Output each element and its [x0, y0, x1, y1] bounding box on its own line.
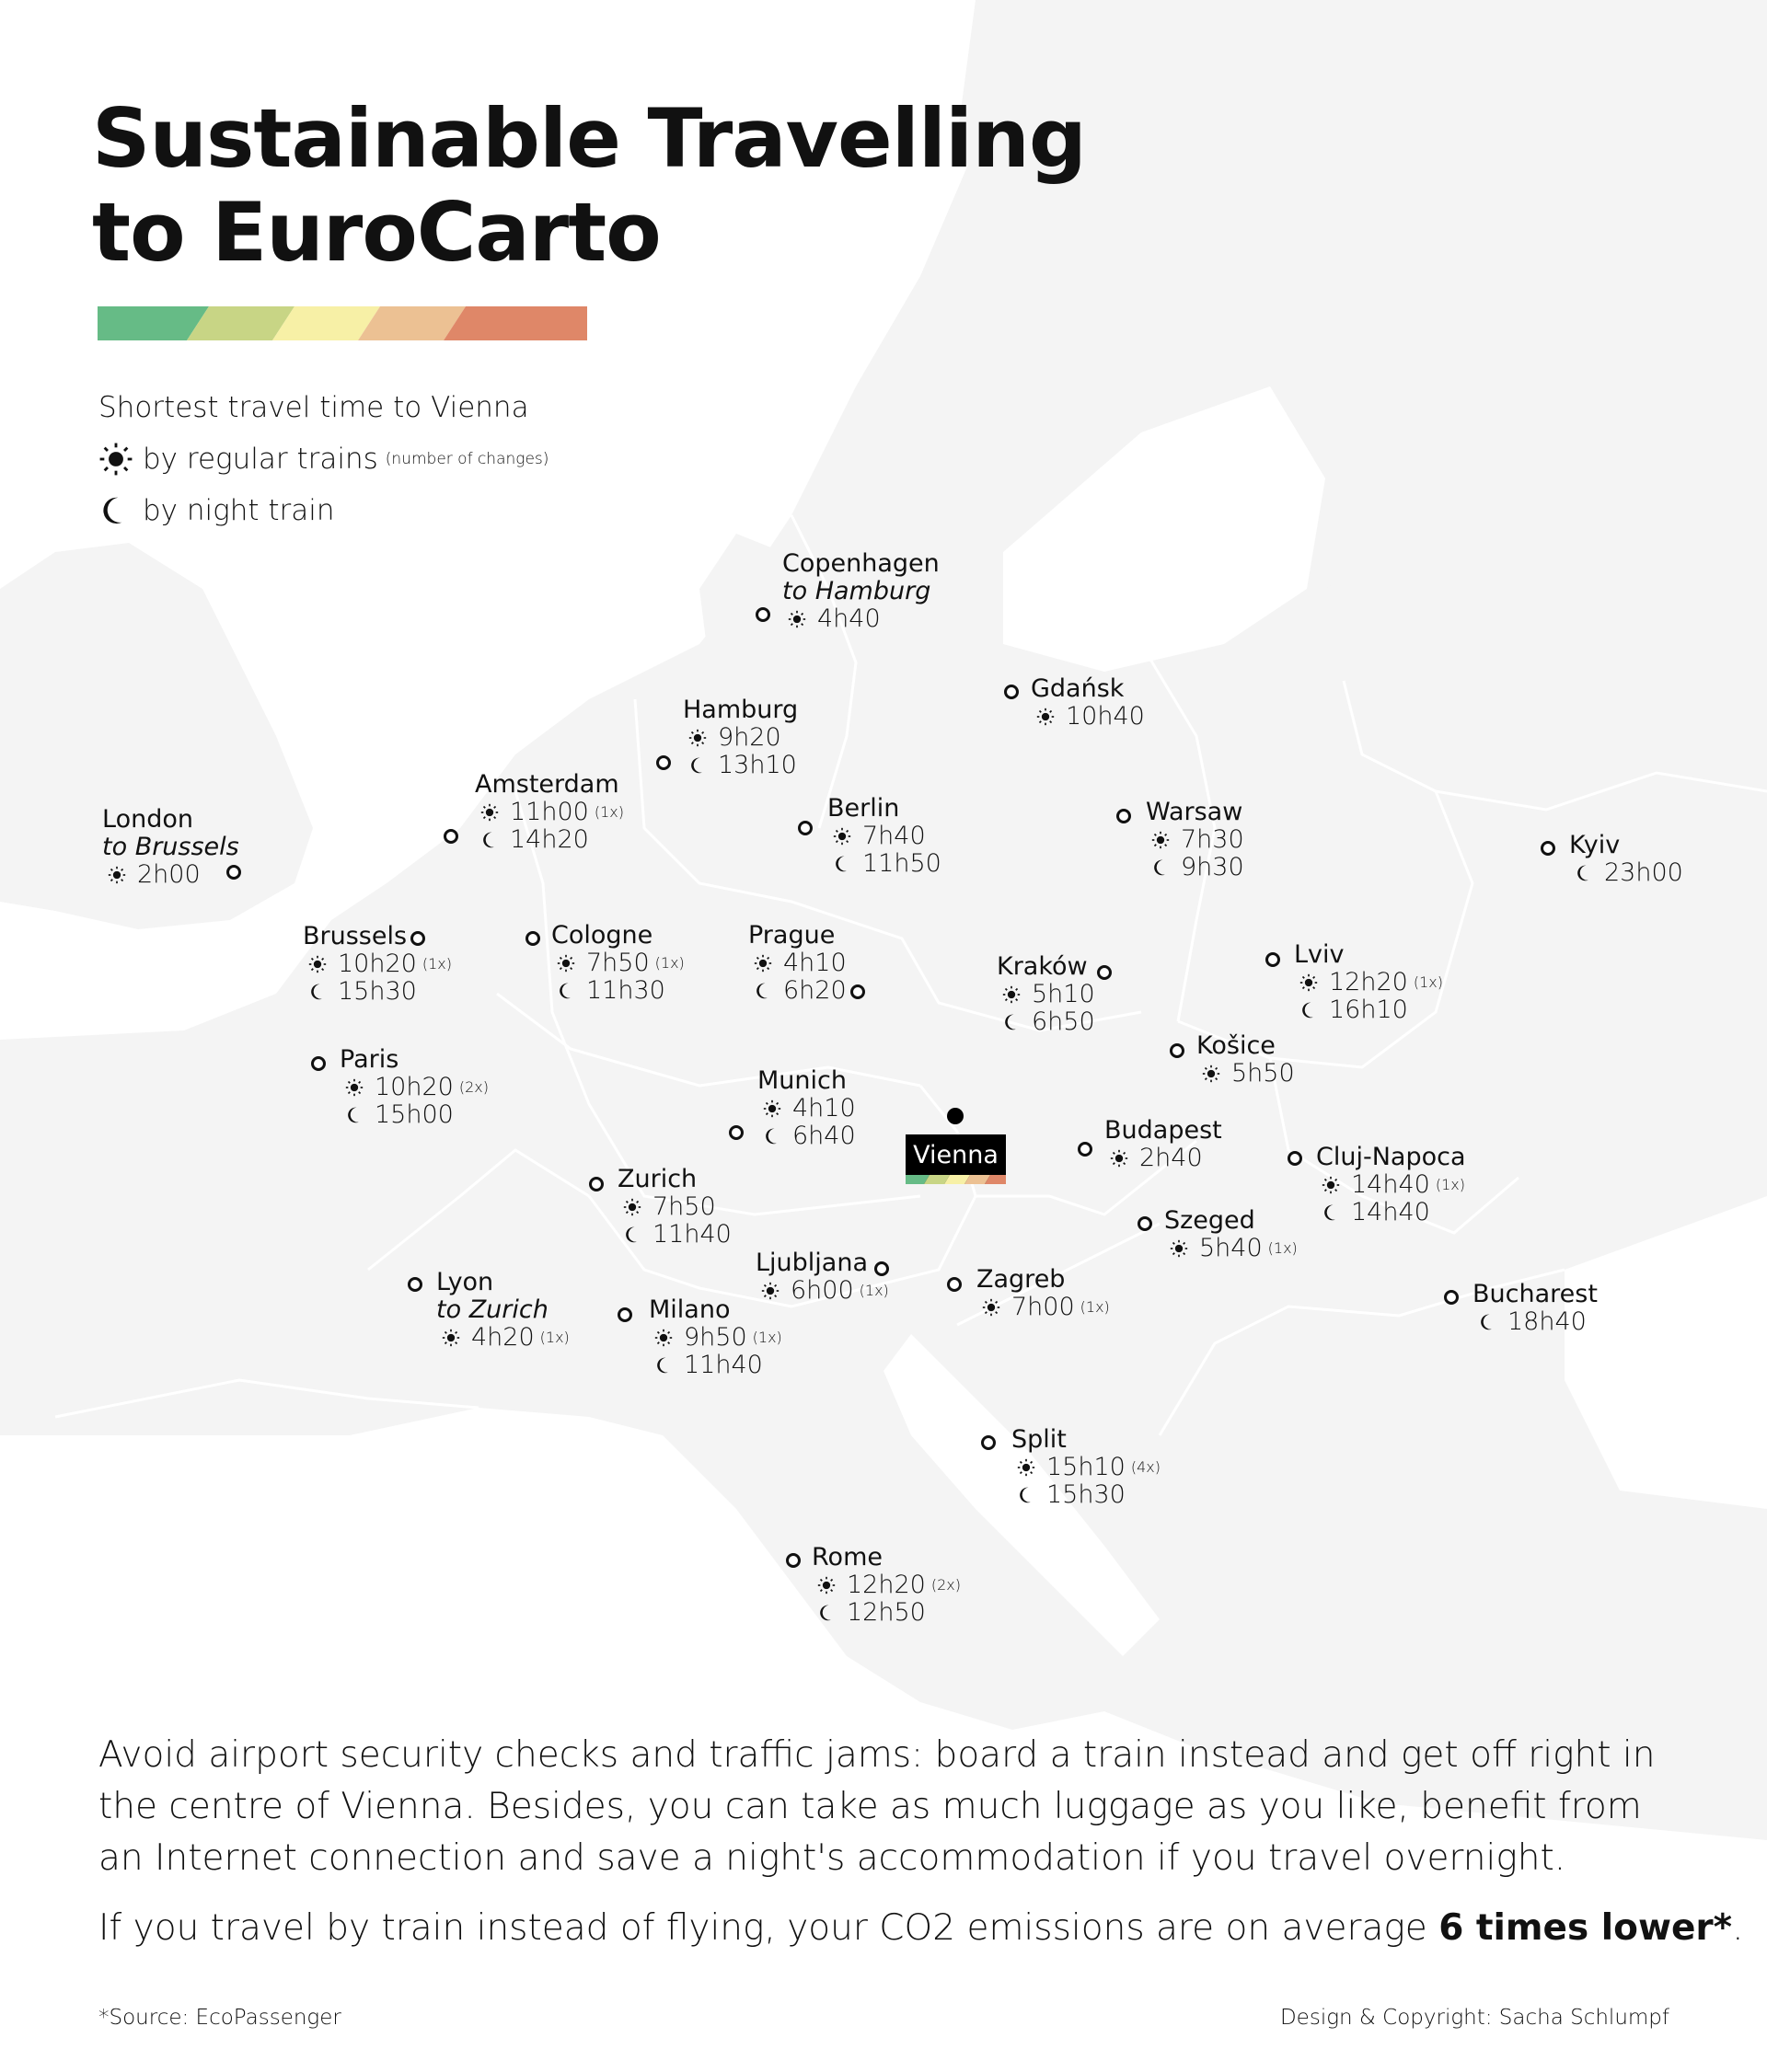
city-marker — [756, 607, 770, 622]
page-title — [92, 92, 1086, 280]
regular-train-time — [480, 799, 624, 826]
regular-train-time — [1151, 826, 1244, 854]
city-name: Copenhagen — [782, 549, 940, 578]
city-marker — [1288, 1151, 1302, 1166]
city-label — [1472, 1281, 1598, 1336]
legend-night-text: by night train — [143, 494, 335, 527]
moon-icon — [98, 495, 143, 526]
night-time: 9h30 — [1181, 853, 1244, 881]
city-name: Cluj-Napoca — [1316, 1143, 1466, 1171]
city-name: Paris — [340, 1045, 399, 1074]
legend — [98, 382, 549, 536]
night-time: 11h30 — [586, 976, 665, 1005]
sun-icon — [108, 866, 126, 884]
sun-icon — [442, 1329, 460, 1347]
city-marker — [618, 1307, 632, 1322]
sun-icon — [817, 1576, 836, 1594]
city-marker — [729, 1125, 744, 1140]
night-train-time — [623, 1221, 732, 1249]
sun-icon — [763, 1099, 781, 1118]
day-time: 9h50 — [684, 1323, 747, 1352]
sun-icon — [688, 729, 707, 747]
city-name: Kyiv — [1569, 831, 1621, 859]
day-time: 12h20 — [847, 1571, 926, 1599]
changes-count: (1x) — [859, 1282, 889, 1299]
day-time: 10h20 — [375, 1073, 454, 1101]
night-time: 16h10 — [1329, 996, 1408, 1024]
sun-icon — [557, 954, 575, 973]
city-label — [649, 1296, 782, 1379]
day-time: 5h10 — [1032, 980, 1095, 1008]
day-time: 6h00 — [791, 1276, 854, 1305]
day-time: 2h00 — [137, 860, 201, 889]
sun-icon — [1170, 1239, 1188, 1258]
city-marker — [786, 1553, 801, 1568]
moon-icon — [817, 1604, 836, 1622]
night-train-time — [1575, 859, 1683, 887]
night-train-time — [688, 752, 798, 779]
night-train-time — [817, 1599, 961, 1627]
night-train-time — [1299, 996, 1443, 1024]
city-marker — [1116, 809, 1131, 823]
city-label — [1104, 1117, 1222, 1172]
city-label — [303, 923, 452, 1006]
moon-icon — [308, 983, 327, 1001]
moon-icon — [480, 831, 499, 849]
regular-train-time — [108, 861, 239, 889]
city-label — [551, 922, 685, 1005]
city-name: Ljubljana — [756, 1249, 869, 1277]
day-time: 10h20 — [338, 950, 417, 978]
city-label — [1196, 1032, 1295, 1088]
day-time: 9h20 — [718, 723, 781, 752]
credit: Design & Copyright: Sacha Schlumpf — [1279, 2006, 1669, 2030]
moon-icon — [763, 1127, 781, 1145]
city-name: Munich — [757, 1066, 847, 1095]
city-label — [1011, 1426, 1161, 1509]
night-time: 15h30 — [338, 977, 417, 1006]
city-name: London — [102, 805, 193, 834]
city-name: Košice — [1196, 1031, 1276, 1060]
moon-icon — [1002, 1013, 1021, 1031]
day-time: 4h10 — [792, 1094, 856, 1122]
city-name: Bucharest — [1472, 1280, 1598, 1308]
vienna-label — [906, 1134, 1006, 1184]
city-name: Zagreb — [976, 1265, 1066, 1294]
city-label — [757, 1067, 856, 1150]
night-time: 11h40 — [684, 1351, 763, 1379]
regular-train-time — [982, 1294, 1110, 1321]
regular-train-time — [623, 1193, 732, 1221]
changes-count: (1x) — [1267, 1239, 1298, 1257]
night-time: 6h50 — [1032, 1007, 1095, 1036]
title-line-1: Sustainable Travelling — [92, 91, 1086, 186]
moon-icon — [654, 1356, 673, 1375]
moon-icon — [1017, 1486, 1035, 1504]
city-marker — [311, 1056, 326, 1071]
sun-icon — [1151, 831, 1170, 849]
regular-train-time — [1110, 1145, 1222, 1172]
moon-icon — [557, 982, 575, 1000]
sun-icon — [654, 1329, 673, 1347]
sun-icon — [754, 954, 772, 973]
night-train-time — [654, 1352, 782, 1379]
city-route-note: to Hamburg — [782, 577, 931, 605]
day-time: 12h20 — [1329, 968, 1408, 996]
day-time: 5h50 — [1231, 1059, 1295, 1088]
regular-train-time — [817, 1571, 961, 1599]
day-time: 2h40 — [1139, 1144, 1203, 1172]
day-time: 7h30 — [1181, 825, 1244, 854]
regular-train-time — [754, 950, 847, 977]
night-train-time — [763, 1122, 856, 1150]
city-marker — [947, 1277, 962, 1292]
regular-train-time — [788, 605, 940, 633]
city-name: Warsaw — [1146, 798, 1243, 826]
regular-train-time — [1017, 1454, 1161, 1481]
moon-icon — [688, 756, 707, 775]
changes-count: (1x) — [1435, 1176, 1465, 1193]
day-time: 5h40 — [1199, 1234, 1263, 1262]
night-time: 6h40 — [792, 1122, 856, 1150]
city-label — [1146, 799, 1244, 881]
regular-train-time — [763, 1095, 856, 1122]
city-marker — [1078, 1142, 1092, 1157]
regular-train-time — [442, 1324, 570, 1352]
night-train-time — [308, 978, 452, 1006]
moon-icon — [833, 855, 851, 873]
sun-icon — [982, 1298, 1000, 1317]
city-marker — [656, 755, 671, 770]
day-time: 7h50 — [653, 1192, 716, 1221]
legend-night — [98, 485, 549, 536]
city-name: Berlin — [827, 794, 900, 823]
city-marker — [850, 984, 865, 999]
city-marker — [589, 1177, 604, 1191]
regular-train-time — [1322, 1171, 1466, 1199]
city-marker — [981, 1435, 996, 1450]
city-name: Milano — [649, 1295, 731, 1324]
night-train-time — [1322, 1199, 1466, 1226]
legend-regular-text: by regular trains — [143, 443, 378, 476]
regular-train-time — [688, 724, 798, 752]
city-marker — [1265, 952, 1280, 967]
moon-icon — [1478, 1313, 1496, 1331]
vienna-marker — [947, 1108, 964, 1124]
regular-train-time — [345, 1074, 489, 1101]
changes-count: (2x) — [930, 1576, 961, 1594]
city-label — [475, 771, 624, 854]
night-time: 13h10 — [718, 751, 797, 779]
city-label — [436, 1269, 570, 1352]
city-name: Hamburg — [683, 696, 799, 724]
moon-icon — [1151, 858, 1170, 877]
night-train-time — [345, 1101, 489, 1129]
sun-icon — [1322, 1176, 1340, 1194]
moon-icon — [754, 982, 772, 1000]
night-time: 15h30 — [1046, 1480, 1126, 1509]
city-label — [782, 550, 940, 633]
city-label — [827, 795, 941, 878]
city-label — [812, 1544, 961, 1627]
changes-count: (1x) — [654, 954, 685, 972]
night-train-time — [480, 826, 624, 854]
changes-count: (1x) — [752, 1329, 782, 1346]
city-marker — [525, 931, 540, 946]
night-train-time — [1478, 1308, 1598, 1336]
moon-icon — [623, 1226, 641, 1244]
night-time: 12h50 — [847, 1598, 926, 1627]
color-scale-bar — [98, 306, 587, 340]
source-note: *Source: EcoPassenger — [98, 2006, 341, 2030]
city-label — [1031, 675, 1145, 731]
city-label — [1294, 941, 1443, 1024]
day-time: 15h10 — [1046, 1453, 1126, 1481]
night-time: 18h40 — [1507, 1307, 1587, 1336]
legend-changes-note: (number of changes) — [385, 450, 549, 468]
city-name: Kraków — [997, 952, 1088, 981]
city-route-note: to Brussels — [102, 833, 239, 861]
regular-train-time — [1170, 1235, 1298, 1262]
changes-count: (2x) — [458, 1078, 489, 1096]
night-train-time — [1151, 854, 1244, 881]
moon-icon — [1322, 1203, 1340, 1222]
intro-paragraph: Avoid airport security checks and traffic jams: board a train instead and get off right in the centre of Vienna. Besides, you can take as much luggage as you like, benefit from an Internet connection and save a night's accommodation if you travel overnight. — [98, 1734, 1656, 1879]
night-train-time — [1002, 1008, 1095, 1036]
regular-train-time — [557, 950, 685, 977]
changes-count: (1x) — [1080, 1298, 1110, 1316]
co2-text: If you travel by train instead of flying, your CO2 emissions are on average — [98, 1907, 1439, 1949]
sun-icon — [788, 610, 806, 628]
city-marker — [1138, 1216, 1152, 1231]
city-route-note: to Zurich — [436, 1295, 549, 1324]
changes-count: (1x) — [539, 1329, 570, 1346]
city-label — [976, 1266, 1110, 1321]
day-time: 4h20 — [471, 1323, 535, 1352]
night-time: 14h20 — [510, 825, 589, 854]
scale-segment — [444, 306, 587, 340]
sun-icon — [1202, 1065, 1220, 1083]
city-name: Budapest — [1104, 1116, 1222, 1145]
city-marker — [798, 821, 813, 835]
city-marker — [1170, 1043, 1184, 1058]
day-time: 4h10 — [783, 949, 847, 977]
regular-train-time — [833, 823, 941, 850]
city-marker — [444, 829, 458, 844]
city-name: Brussels — [303, 922, 408, 950]
city-marker — [1004, 685, 1019, 699]
regular-train-time — [1299, 969, 1443, 996]
sun-icon — [98, 442, 143, 477]
night-train-time — [833, 850, 941, 878]
city-name: Split — [1011, 1425, 1067, 1454]
day-time: 14h40 — [1351, 1170, 1430, 1199]
city-name: Zurich — [618, 1165, 698, 1193]
day-time: 7h50 — [586, 949, 650, 977]
night-time: 6h20 — [783, 976, 847, 1005]
day-time: 4h40 — [817, 604, 881, 633]
sun-icon — [1299, 973, 1318, 992]
city-name: Szeged — [1164, 1206, 1255, 1235]
co2-statement — [98, 1903, 1743, 1954]
regular-train-time — [1202, 1060, 1295, 1088]
day-time: 11h00 — [510, 798, 589, 826]
sun-icon — [1002, 985, 1021, 1004]
city-name: Rome — [812, 1543, 883, 1571]
city-label — [102, 806, 239, 889]
sun-icon — [308, 955, 327, 973]
night-time: 11h40 — [653, 1220, 732, 1249]
night-time: 11h50 — [862, 849, 941, 878]
city-name: Lyon — [436, 1268, 494, 1296]
sun-icon — [1110, 1149, 1128, 1168]
city-name: Prague — [748, 921, 836, 950]
night-time: 14h40 — [1351, 1198, 1430, 1226]
city-marker — [1097, 965, 1112, 980]
night-time: 23h00 — [1604, 858, 1683, 887]
title-line-2: to EuroCarto — [92, 185, 661, 280]
night-time: 15h00 — [375, 1100, 454, 1129]
co2-highlight: 6 times lower* — [1438, 1907, 1733, 1949]
moon-icon — [1299, 1001, 1318, 1019]
city-label — [997, 953, 1095, 1036]
night-train-time — [754, 977, 847, 1005]
city-marker — [1541, 841, 1555, 856]
moon-icon — [1575, 864, 1593, 882]
changes-count: (1x) — [1413, 973, 1443, 991]
city-label — [748, 922, 847, 1005]
night-train-time — [557, 977, 685, 1005]
city-label — [618, 1166, 732, 1249]
sun-icon — [1036, 708, 1055, 726]
day-time: 10h40 — [1066, 702, 1145, 731]
night-train-time — [1017, 1481, 1161, 1509]
sun-icon — [623, 1198, 641, 1216]
sun-icon — [1017, 1458, 1035, 1477]
changes-count: (1x) — [594, 803, 624, 821]
regular-train-time — [654, 1324, 782, 1352]
city-name: Cologne — [551, 921, 653, 950]
sun-icon — [345, 1078, 364, 1097]
changes-count: (1x) — [422, 955, 452, 973]
city-marker — [1444, 1290, 1459, 1305]
changes-count: (4x) — [1130, 1458, 1161, 1476]
vienna-color-strip — [906, 1175, 1006, 1184]
city-label — [683, 696, 798, 779]
day-time: 7h00 — [1011, 1293, 1075, 1321]
vienna-name: Vienna — [913, 1141, 999, 1169]
sun-icon — [480, 803, 499, 822]
city-label — [1316, 1144, 1466, 1226]
legend-heading — [98, 382, 549, 433]
city-label — [1164, 1207, 1298, 1262]
regular-train-time — [308, 950, 452, 978]
city-name: Lviv — [1294, 940, 1345, 969]
regular-train-time — [1036, 703, 1145, 731]
sun-icon — [833, 827, 851, 846]
co2-end: . — [1732, 1907, 1744, 1949]
city-marker — [408, 1277, 422, 1292]
legend-regular — [98, 433, 549, 485]
legend-heading-text: Shortest travel time to Vienna — [98, 391, 529, 424]
city-label — [340, 1046, 489, 1129]
day-time: 7h40 — [862, 822, 926, 850]
city-name: Gdańsk — [1031, 674, 1125, 703]
regular-train-time — [1002, 981, 1095, 1008]
city-label — [1569, 832, 1683, 887]
moon-icon — [345, 1106, 364, 1124]
city-name: Amsterdam — [475, 770, 619, 799]
